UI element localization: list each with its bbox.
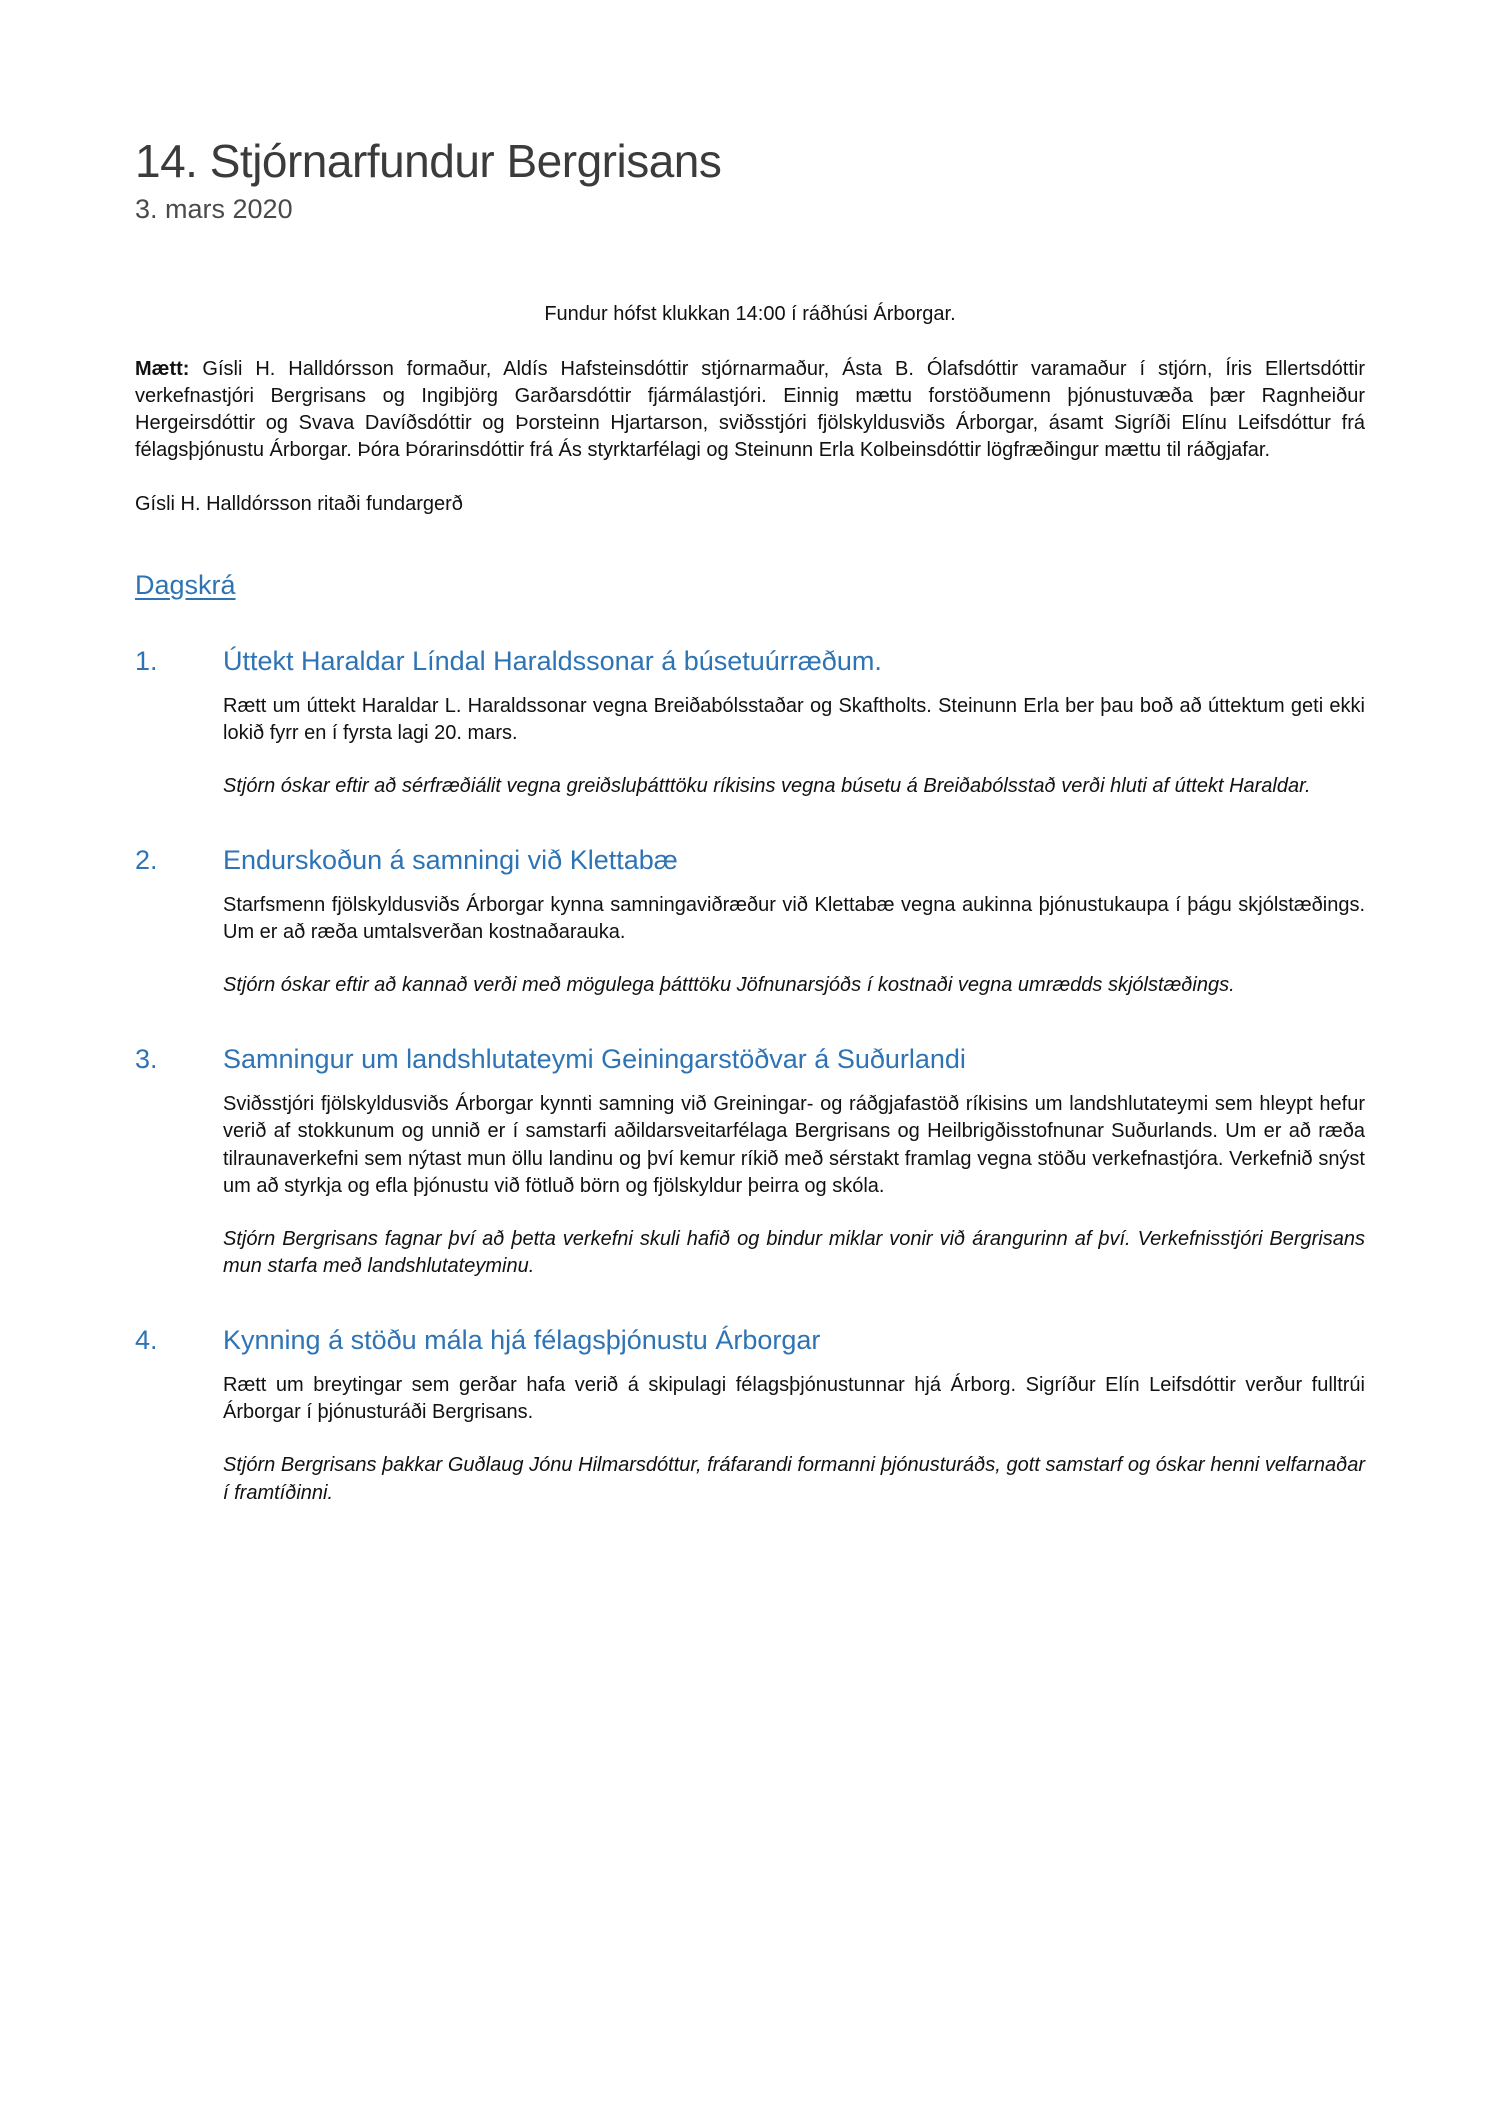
agenda-item-3-content [135,1091,1365,1280]
agenda-item-2-number: 2. [135,845,158,876]
agenda-item-4-title: Kynning á stöðu mála hjá félagsþjónustu Árborgar [223,1325,821,1356]
attendees-label: Mætt: [135,357,190,380]
agenda-heading: Dagskrá [135,569,236,600]
agenda-item-2-content [135,892,1365,1000]
secretary-line: Gísli H. Halldórsson ritaði fundargerð [135,492,463,515]
attendees-text: Gísli H. Halldórsson formaður, Aldís Hafsteinsdóttir stjórnarmaður, Ásta B. Ólafsdóttir varamaður í stjórn, Íris Ellertsdóttir verkefnastjóri Bergrisans og Ingibjörg Garðarsdóttir fjármálastjóri. Einnig mættu forstöðumenn þjónustuvæða þær Ragnheiður Hergeirsdóttir og Svava Davíðsdóttir og Þorsteinn Hjartarson, sviðsstjóri fjölskyldusviðs Árborgar, ásamt Sigríði Elínu Leifsdóttur frá félagsþjónustu Árborgar. Þóra Þórarinsdóttir frá Ás styrktarfélagi og Steinunn Erla Kolbeinsdóttir lögfræðingur mættu til ráðgjafar. [135,357,1365,462]
agenda-item-4-heading [135,1324,1365,1358]
agenda-item-2-heading [135,844,1365,878]
attendees-paragraph [135,356,1365,465]
agenda-item-1-body: Rætt um úttekt Haraldar L. Haraldssonar vegna Breiðabólsstaðar og Skaftholts. Steinunn Erla ber þau boð að úttektum geti ekki lokið fyrr en í fyrsta lagi 20. mars. [223,694,1365,744]
agenda-item-4-body: Rætt um breytingar sem gerðar hafa verið á skipulagi félagsþjónustunnar hjá Árborg. Sigríður Elín Leifsdóttir verður fulltrúi Árborgar í þjónusturáði Bergrisans. [223,1374,1365,1424]
agenda-item-3-body: Sviðsstjóri fjölskyldusviðs Árborgar kynnti samning við Greiningar- og ráðgjafastöð ríkisins um landshlutateymi sem hleypt hefur verið af stokkunum og unnið er í samstarfi aðildarsveitarfélaga Bergrisans og Heilbrigðisstofnunar Suðurlands. Um er að ræða tilraunaverkefni sem nýtast mun öllu landinu og því kemur ríkið með sérstakt framlag vegna stöðu verkefnastjóra. Verkefnið snýst um að styrkja og efla þjónustu við fötluð börn og fjölskyldur þeirra og skóla. [223,1093,1365,1197]
document-date: 3. mars 2020 [135,193,293,224]
agenda-item-4-number: 4. [135,1325,158,1356]
agenda-item-1-number: 1. [135,645,158,676]
agenda-item-4-content [135,1372,1365,1507]
agenda-item-4 [135,1324,1365,1507]
agenda-item-2-title: Endurskoðun á samningi við Klettabæ [223,845,678,876]
agenda-item-4-resolution: Stjórn Bergrisans þakkar Guðlaug Jónu Hilmarsdóttur, fráfarandi formanni þjónusturáðs, gott samstarf og óskar henni velfarnaðar í framtíðinni. [223,1454,1365,1504]
agenda-item-3-number: 3. [135,1044,158,1075]
agenda-item-2-body: Starfsmenn fjölskyldusviðs Árborgar kynna samningaviðræður við Klettabæ vegna aukinna þjónustukaupa í þágu skjólstæðings. Um er að ræða umtalsverðan kostnaðarauka. [223,893,1365,944]
agenda-item-1-content [135,693,1365,801]
agenda-item-1 [135,645,1365,800]
agenda-item-1-resolution: Stjórn óskar eftir að sérfræðiálit vegna greiðsluþátttöku ríkisins vegna búsetu á Breiðabólsstað verði hluti af úttekt Haraldar. [223,774,1311,797]
agenda-item-3-title: Samningur um landshlutateymi Geiningarstöðvar á Suðurlandi [223,1044,966,1075]
meeting-opening-line: Fundur hófst klukkan 14:00 í ráðhúsi Árborgar. [544,302,956,325]
agenda-item-3-heading [135,1043,1365,1077]
agenda-item-2 [135,844,1365,999]
agenda-item-2-resolution: Stjórn óskar eftir að kannað verði með mögulega þátttöku Jöfnunarsjóðs í kostnaði vegna umrædds skjólstæðings. [223,974,1235,997]
agenda-item-1-title: Úttekt Haraldar Líndal Haraldssonar á búsetuúrræðum. [223,645,882,676]
agenda-item-1-heading [135,645,1365,679]
agenda-item-3 [135,1043,1365,1280]
agenda-item-3-resolution: Stjórn Bergrisans fagnar því að þetta verkefni skuli hafið og bindur miklar vonir við árangurinn af því. Verkefnisstjóri Bergrisans mun starfa með landshlutateyminu. [223,1227,1365,1278]
document-title: 14. Stjórnarfundur Bergrisans [135,135,722,187]
